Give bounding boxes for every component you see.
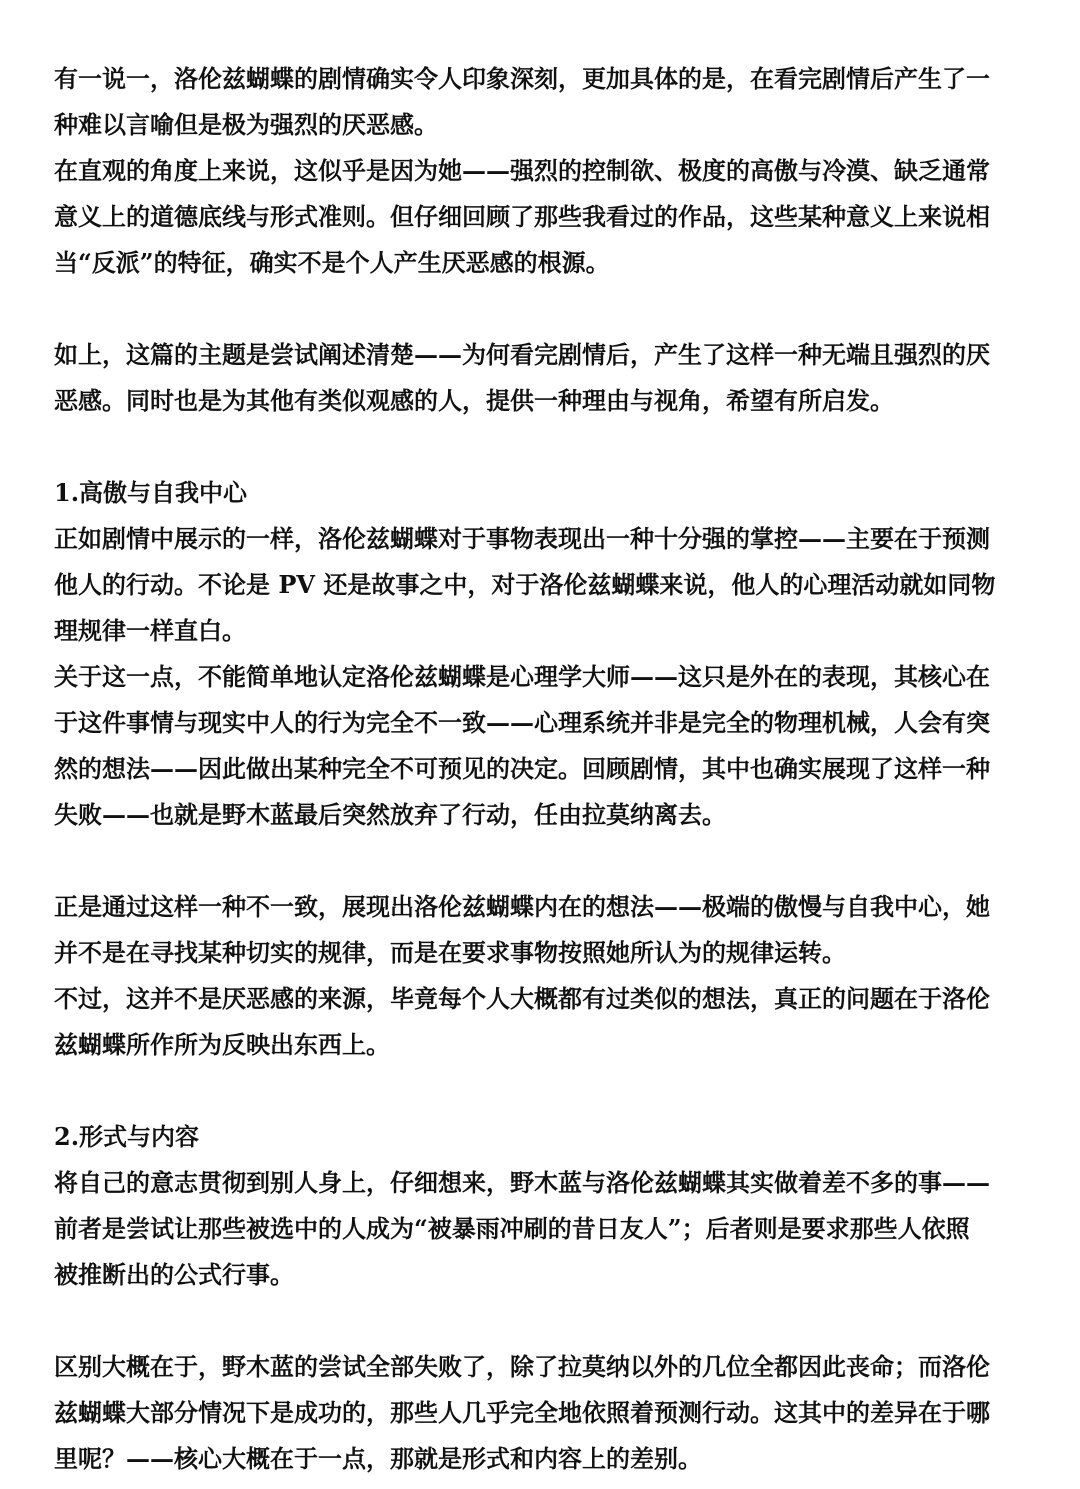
paragraph-gap — [54, 838, 1034, 884]
article-body — [54, 56, 1034, 1482]
paragraph-line: 然的想法——因此做出某种完全不可预见的决定。回顾剧情，其中也确实展现了这样一种 — [54, 754, 990, 783]
section-heading: 2.形式与内容 — [54, 1122, 200, 1151]
section-heading: 1.高傲与自我中心 — [54, 478, 248, 507]
paragraph-line: 如上，这篇的主题是尝试阐述清楚——为何看完剧情后，产生了这样一种无端且强烈的厌 — [54, 340, 990, 369]
paragraph-line: 有一说一，洛伦兹蝴蝶的剧情确实令人印象深刻，更加具体的是，在看完剧情后产生了一 — [54, 64, 990, 93]
paragraph-line: 里呢？——核心大概在于一点，那就是形式和内容上的差别。 — [54, 1444, 702, 1473]
paragraph-line: 关于这一点，不能简单地认定洛伦兹蝴蝶是心理学大师——这只是外在的表现，其核心在 — [54, 662, 990, 691]
paragraph-line: 前者是尝试让那些被选中的人成为“被暴雨冲刷的昔日友人”；后者则是要求那些人依照 — [54, 1214, 970, 1243]
paragraph-line: 不过，这并不是厌恶感的来源，毕竟每个人大概都有过类似的想法，真正的问题在于洛伦 — [54, 984, 990, 1013]
paragraph-line: 当“反派”的特征，确实不是个人产生厌恶感的根源。 — [54, 248, 610, 277]
paragraph-gap — [54, 1068, 1034, 1114]
paragraph-gap — [54, 286, 1034, 332]
paragraph-line: 兹蝴蝶所作所为反映出东西上。 — [54, 1030, 390, 1059]
paragraph-line: 区别大概在于，野木蓝的尝试全部失败了，除了拉莫纳以外的几位全都因此丧命；而洛伦 — [54, 1352, 990, 1381]
paragraph-line: 正如剧情中展示的一样，洛伦兹蝴蝶对于事物表现出一种十分强的掌控——主要在于预测 — [54, 524, 990, 553]
paragraph-line: 他人的行动。不论是 PV 还是故事之中，对于洛伦兹蝴蝶来说，他人的心理活动就如同物 — [54, 570, 996, 599]
paragraph-line: 理规律一样直白。 — [54, 616, 246, 645]
paragraph-gap — [54, 1298, 1034, 1344]
paragraph-line: 意义上的道德底线与形式准则。但仔细回顾了那些我看过的作品，这些某种意义上来说相 — [54, 202, 990, 231]
paragraph-line: 失败——也就是野木蓝最后突然放弃了行动，任由拉莫纳离去。 — [54, 800, 726, 829]
paragraph-line: 于这件事情与现实中人的行为完全不一致——心理系统并非是完全的物理机械，人会有突 — [54, 708, 990, 737]
paragraph-line: 在直观的角度上来说，这似乎是因为她——强烈的控制欲、极度的高傲与冷漠、缺乏通常 — [54, 156, 990, 185]
paragraph-line: 将自己的意志贯彻到别人身上，仔细想来，野木蓝与洛伦兹蝴蝶其实做着差不多的事—— — [54, 1168, 990, 1197]
paragraph-line: 兹蝴蝶大部分情况下是成功的，那些人几乎完全地依照着预测行动。这其中的差异在于哪 — [54, 1398, 990, 1427]
paragraph-line: 被推断出的公式行事。 — [54, 1260, 294, 1289]
paragraph-line: 正是通过这样一种不一致，展现出洛伦兹蝴蝶内在的想法——极端的傲慢与自我中心，她 — [54, 892, 990, 921]
paragraph-line: 种难以言喻但是极为强烈的厌恶感。 — [54, 110, 438, 139]
paragraph-gap — [54, 424, 1034, 470]
paragraph-line: 并不是在寻找某种切实的规律，而是在要求事物按照她所认为的规律运转。 — [54, 938, 846, 967]
paragraph-line: 恶感。同时也是为其他有类似观感的人，提供一种理由与视角，希望有所启发。 — [54, 386, 894, 415]
